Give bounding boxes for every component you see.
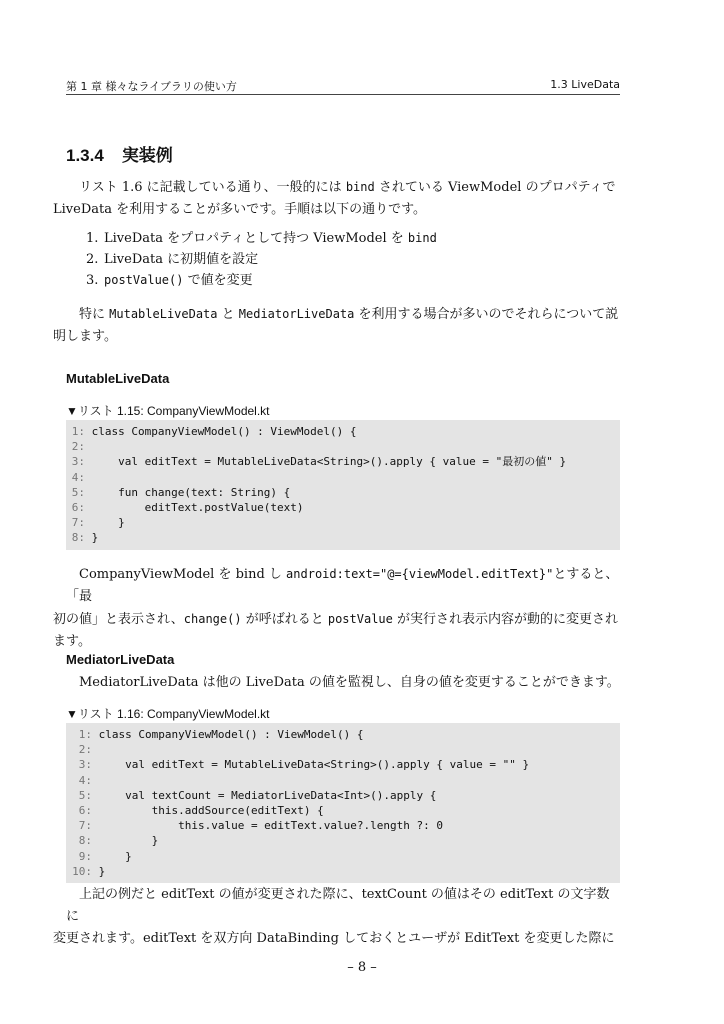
code-text: class CompanyViewModel() : ViewModel() { bbox=[92, 728, 364, 741]
paragraph bbox=[53, 884, 622, 950]
inline-code: android:text="@={viewModel.editText}" bbox=[286, 567, 554, 581]
body-text: が実行され表示内容が動的に変更され bbox=[392, 612, 619, 627]
inline-code: postValue bbox=[327, 612, 393, 626]
code-text: val editText = MutableLiveData<String>().apply { value = "" } bbox=[92, 758, 530, 772]
section-label: 1.3 LiveData bbox=[550, 78, 620, 91]
code-text: editText.postValue(text) bbox=[85, 500, 304, 514]
code-line bbox=[66, 470, 620, 485]
list-text: LiveData をプロパティとして持つ ViewModel を bbox=[104, 231, 408, 246]
line-number: 2: bbox=[71, 440, 85, 454]
section-title: 実装例 bbox=[121, 146, 173, 165]
body-text: が呼ばれると bbox=[241, 612, 328, 627]
body-text: 上記の例だと editText の値が変更された際に、textCount の値はその editText の文字数に bbox=[66, 887, 610, 924]
code-text: } bbox=[92, 834, 159, 848]
body-text: 変更されます。editText を双方向 DataBinding しておくとユーザが EditText を変更した際に bbox=[53, 931, 615, 946]
inline-code: bind bbox=[407, 231, 437, 245]
list-index: 2. bbox=[86, 252, 99, 267]
line-number: 5: bbox=[71, 485, 85, 499]
line-number: 2: bbox=[78, 743, 92, 757]
code-line bbox=[66, 485, 620, 500]
code-line bbox=[66, 849, 620, 864]
code-line bbox=[66, 803, 620, 818]
code-line bbox=[66, 818, 620, 833]
inline-code: postValue() bbox=[104, 273, 184, 287]
body-text: CompanyViewModel を bind し bbox=[79, 567, 287, 582]
line-number: 8: bbox=[78, 834, 92, 848]
subsection-heading: MutableLiveData bbox=[66, 371, 170, 386]
code-text: } bbox=[92, 864, 106, 878]
line-number: 10: bbox=[72, 864, 92, 878]
line-number: 6: bbox=[71, 500, 85, 514]
list-text: LiveData に初期値を設定 bbox=[104, 252, 259, 267]
code-text: fun change(text: String) { bbox=[85, 485, 291, 499]
listing-caption: ▼リスト 1.15: CompanyViewModel.kt bbox=[66, 404, 270, 418]
code-text: } bbox=[92, 849, 132, 863]
code-line bbox=[66, 439, 620, 454]
inline-code: bind bbox=[345, 180, 375, 194]
code-text: val editText = MutableLiveData<String>().apply { value = "最初の値" } bbox=[85, 455, 567, 469]
list-item bbox=[86, 249, 437, 270]
code-text: class CompanyViewModel() : ViewModel() { bbox=[85, 425, 357, 438]
chapter-title: 第 1 章 様々なライブラリの使い方 bbox=[66, 80, 237, 93]
line-number: 1: bbox=[71, 425, 85, 438]
line-number: 3: bbox=[71, 455, 85, 469]
code-line bbox=[66, 500, 620, 515]
line-number: 1: bbox=[78, 728, 92, 741]
section-number: 1.3.4 bbox=[66, 146, 104, 165]
code-line bbox=[66, 515, 620, 530]
intro-text: LiveData を利用することが多いです。手順は以下の通りです。 bbox=[53, 202, 427, 217]
intro-paragraph bbox=[53, 176, 622, 221]
code-line bbox=[66, 833, 620, 848]
paragraph bbox=[66, 672, 622, 694]
code-line bbox=[66, 424, 620, 439]
code-line bbox=[66, 757, 620, 772]
intro-text: されている ViewModel のプロパティで bbox=[374, 180, 616, 195]
body-text: 明します。 bbox=[53, 329, 117, 344]
code-line bbox=[66, 788, 620, 803]
line-number: 5: bbox=[78, 788, 92, 802]
code-text: this.addSource(editText) { bbox=[92, 803, 324, 817]
code-text: } bbox=[85, 516, 125, 530]
inline-code: MediatorLiveData bbox=[238, 307, 355, 321]
body-text: と bbox=[217, 307, 239, 322]
body-text: 初の値」と表示され、 bbox=[53, 612, 184, 627]
list-index: 3. bbox=[86, 273, 99, 288]
code-line bbox=[66, 742, 620, 757]
intro-text: リスト 1.6 に記載している通り、一般的には bbox=[79, 180, 346, 195]
listing-caption: ▼リスト 1.16: CompanyViewModel.kt bbox=[66, 707, 270, 721]
line-number: 9: bbox=[78, 849, 92, 863]
line-number: 7: bbox=[71, 516, 85, 530]
paragraph bbox=[53, 563, 622, 653]
code-text: val textCount = MediatorLiveData<Int>().apply { bbox=[92, 788, 437, 802]
steps-list bbox=[86, 228, 437, 291]
body-text: を利用する場合が多いのでそれらについて説 bbox=[354, 307, 619, 322]
body-text: ます。 bbox=[53, 634, 91, 649]
line-number: 3: bbox=[78, 758, 92, 772]
code-line bbox=[66, 773, 620, 788]
inline-code: MutableLiveData bbox=[109, 307, 218, 321]
code-line bbox=[66, 864, 620, 879]
section-heading bbox=[66, 141, 173, 166]
body-text: とすると、「最 bbox=[66, 567, 619, 604]
line-number: 4: bbox=[78, 773, 92, 787]
page-number: – 8 – bbox=[347, 960, 377, 975]
list-item bbox=[86, 228, 437, 249]
line-number: 8: bbox=[71, 531, 85, 545]
body-text: MediatorLiveData は他の LiveData の値を監視し、自身の値を変更することができます。 bbox=[79, 675, 620, 690]
line-number: 7: bbox=[78, 819, 92, 833]
code-text: this.value = editText.value?.length ?: 0 bbox=[92, 819, 443, 833]
line-number: 4: bbox=[71, 470, 85, 484]
list-item bbox=[86, 270, 437, 291]
code-listing bbox=[66, 723, 620, 883]
subsection-heading: MediatorLiveData bbox=[66, 652, 175, 667]
inline-code: change() bbox=[183, 612, 242, 626]
list-index: 1. bbox=[86, 231, 99, 246]
list-text: で値を変更 bbox=[183, 273, 253, 288]
paragraph bbox=[53, 303, 622, 348]
running-header bbox=[66, 76, 620, 95]
code-text: } bbox=[85, 531, 99, 545]
code-line bbox=[66, 454, 620, 469]
code-line bbox=[66, 530, 620, 545]
code-line bbox=[66, 727, 620, 742]
body-text: 特に bbox=[79, 307, 110, 322]
code-listing bbox=[66, 420, 620, 550]
line-number: 6: bbox=[78, 803, 92, 817]
